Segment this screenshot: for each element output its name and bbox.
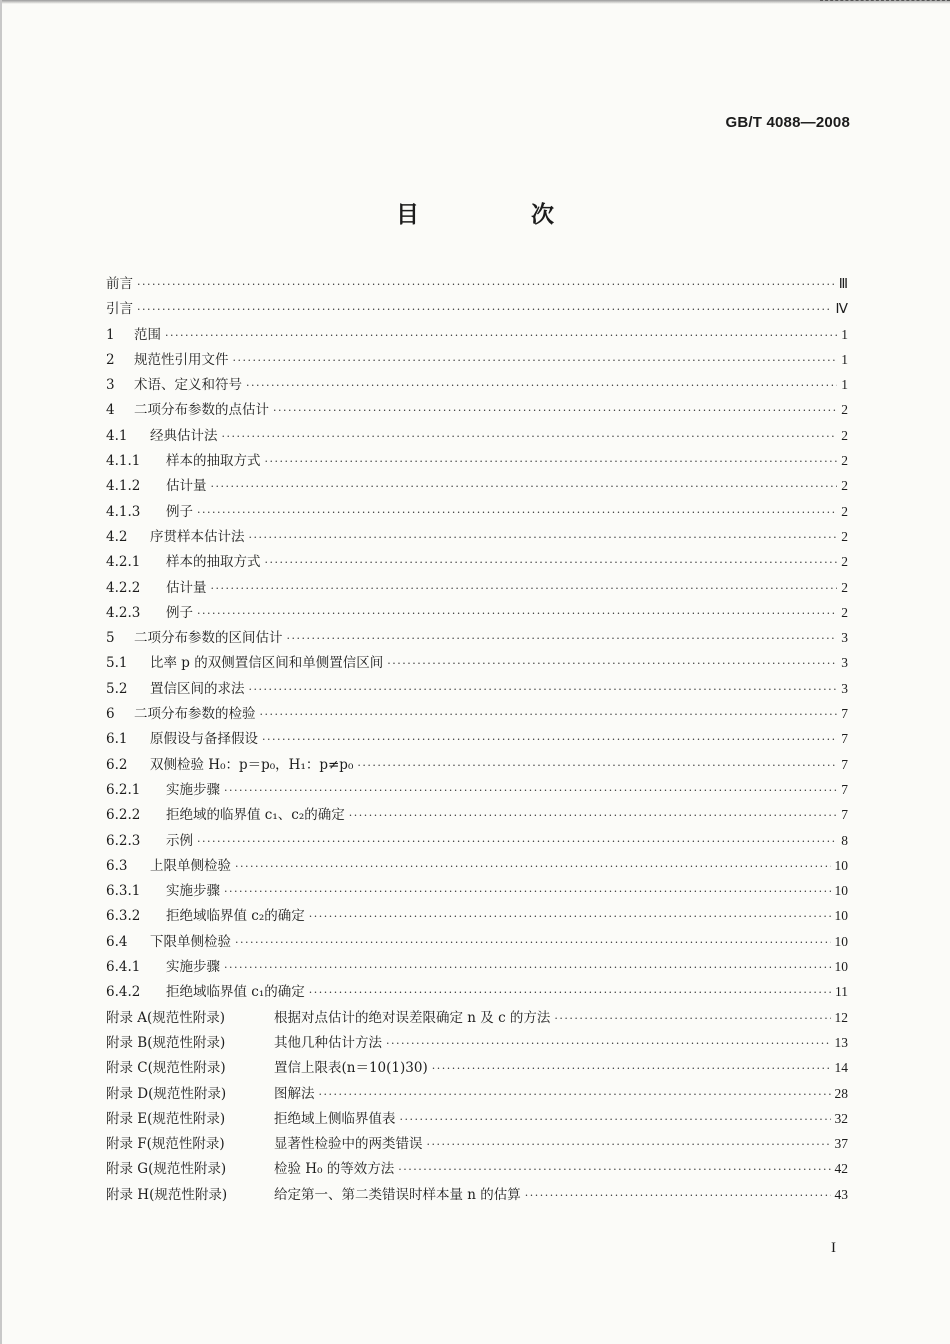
dot-leader bbox=[235, 936, 831, 949]
dot-leader bbox=[265, 556, 838, 569]
scan-edge bbox=[0, 0, 950, 4]
toc-entry-title: 根据对点估计的绝对误差限确定 n 及 c 的方法 bbox=[274, 1009, 551, 1026]
toc-entry-page: 2 bbox=[841, 478, 848, 494]
toc-entry-number: 6.2.2 bbox=[106, 807, 141, 824]
toc-entry-number: 6.4.2 bbox=[106, 984, 141, 1001]
toc-entry[interactable] bbox=[106, 803, 848, 828]
toc-entry-number: 附录 D(规范性附录) bbox=[106, 1085, 227, 1102]
toc-entry-page: 2 bbox=[841, 604, 848, 620]
toc-entry-page: 2 bbox=[841, 402, 848, 418]
dot-leader bbox=[309, 986, 831, 999]
toc-entry-number: 附录 A(规范性附录) bbox=[106, 1009, 226, 1026]
toc-entry-page: 7 bbox=[841, 731, 848, 747]
dot-leader bbox=[319, 1088, 831, 1101]
toc-entry-number: 5 bbox=[106, 630, 115, 647]
toc-entry-title: 范围 bbox=[134, 326, 161, 343]
toc-entry-title: 序贯样本估计法 bbox=[150, 528, 245, 545]
toc-entry-title: 术语、定义和符号 bbox=[134, 377, 242, 394]
toc-entry-page: 7 bbox=[841, 756, 848, 772]
toc-entry-number: 6.2.1 bbox=[106, 781, 141, 798]
toc-entry-number: 5.1 bbox=[106, 655, 128, 672]
scan-mark bbox=[820, 0, 950, 4]
toc-entry[interactable] bbox=[106, 550, 848, 575]
toc-entry-page: Ⅳ bbox=[835, 301, 848, 317]
toc-entry-page: 10 bbox=[834, 908, 848, 924]
toc-entry[interactable] bbox=[106, 348, 848, 373]
dot-leader bbox=[349, 809, 838, 822]
toc-entry[interactable] bbox=[106, 651, 848, 676]
toc-entry-number: 4.2.2 bbox=[106, 579, 141, 596]
toc-entry-title: 实施步骤 bbox=[166, 883, 220, 900]
toc-entry[interactable] bbox=[106, 449, 848, 474]
toc-entry[interactable] bbox=[106, 1157, 848, 1182]
toc-entry[interactable] bbox=[106, 525, 848, 550]
toc-entry-title: 拒绝域上侧临界值表 bbox=[274, 1110, 396, 1127]
page-title: 目 次 bbox=[395, 202, 606, 228]
toc-entry-number: 6.3 bbox=[106, 857, 128, 874]
toc-entry[interactable] bbox=[106, 753, 848, 778]
toc-entry-page: 3 bbox=[841, 630, 848, 646]
toc-entry-number: 附录 F(规范性附录) bbox=[106, 1136, 225, 1153]
toc-entry-title: 示例 bbox=[166, 832, 193, 849]
dot-leader bbox=[235, 860, 831, 873]
toc-entry-number: 6.3.1 bbox=[106, 883, 141, 900]
toc-entry-number: 4.2.3 bbox=[106, 604, 141, 621]
toc-entry-page: 3 bbox=[841, 680, 848, 696]
toc-entry[interactable] bbox=[106, 1056, 848, 1081]
toc-entry[interactable] bbox=[106, 980, 848, 1005]
toc-entry[interactable] bbox=[106, 272, 848, 297]
toc-entry-number: 附录 C(规范性附录) bbox=[106, 1060, 226, 1077]
toc-entry-title: 显著性检验中的两类错误 bbox=[274, 1136, 423, 1153]
dot-leader bbox=[262, 733, 837, 746]
toc-entry-page: 7 bbox=[841, 706, 848, 722]
toc-entry-page: 2 bbox=[841, 453, 848, 469]
dot-leader bbox=[398, 1163, 830, 1176]
toc-entry-title: 估计量 bbox=[166, 478, 207, 495]
toc-entry-number: 6 bbox=[106, 706, 115, 723]
toc-entry-page: 11 bbox=[835, 984, 848, 1000]
toc-entry[interactable] bbox=[106, 879, 848, 904]
standard-code: GB/T 4088—2008 bbox=[725, 114, 850, 131]
toc-entry-title: 实施步骤 bbox=[166, 959, 220, 976]
dot-leader bbox=[525, 1189, 831, 1202]
toc-entry-title: 样本的抽取方式 bbox=[166, 554, 261, 571]
toc-entry[interactable] bbox=[106, 702, 848, 727]
toc-entry-number: 6.1 bbox=[106, 731, 128, 748]
toc-entry[interactable] bbox=[106, 1006, 848, 1031]
dot-leader bbox=[233, 354, 838, 367]
dot-leader bbox=[224, 885, 831, 898]
toc-entry-page: 42 bbox=[834, 1161, 848, 1177]
toc-entry-title: 置信区间的求法 bbox=[150, 680, 245, 697]
dot-leader bbox=[357, 759, 837, 772]
toc-entry[interactable] bbox=[106, 930, 848, 955]
toc-entry[interactable] bbox=[106, 601, 848, 626]
dot-leader bbox=[224, 784, 837, 797]
dot-leader bbox=[427, 1138, 831, 1151]
toc-entry-page: 7 bbox=[841, 807, 848, 823]
toc-entry-title: 二项分布参数的点估计 bbox=[134, 402, 269, 419]
toc-entry-title: 上限单侧检验 bbox=[150, 857, 231, 874]
toc-entry-title: 拒绝域的临界值 c₁、c₂的确定 bbox=[166, 807, 345, 824]
dot-leader bbox=[211, 582, 838, 595]
toc-entry-title: 前言 bbox=[106, 276, 133, 292]
toc-entry[interactable] bbox=[106, 424, 848, 449]
toc-entry[interactable] bbox=[106, 373, 848, 398]
toc-entry-title: 双侧检验 H₀：p＝p₀，H₁：p≠p₀ bbox=[150, 756, 354, 773]
toc-entry[interactable] bbox=[106, 829, 848, 854]
toc-entry-number: 4.1 bbox=[106, 427, 128, 444]
toc-entry-page: 32 bbox=[834, 1110, 848, 1126]
dot-leader bbox=[246, 379, 837, 392]
toc-entry-number: 6.3.2 bbox=[106, 908, 141, 925]
dot-leader bbox=[273, 404, 837, 417]
toc-entry[interactable] bbox=[106, 677, 848, 702]
toc-entry-number: 4.1.1 bbox=[106, 453, 141, 470]
dot-leader bbox=[197, 506, 837, 519]
toc-entry-title: 实施步骤 bbox=[166, 781, 220, 798]
toc-entry-number: 4.1.3 bbox=[106, 503, 141, 520]
toc-entry[interactable] bbox=[106, 474, 848, 499]
toc-entry-number: 附录 E(规范性附录) bbox=[106, 1110, 226, 1127]
toc-entry-page: 10 bbox=[834, 959, 848, 975]
toc-entry[interactable] bbox=[106, 904, 848, 929]
toc-entry-page: 2 bbox=[841, 503, 848, 519]
toc-entry-page: 2 bbox=[841, 579, 848, 595]
toc-entry-page: 14 bbox=[834, 1060, 848, 1076]
dot-leader bbox=[197, 607, 837, 620]
toc-entry-number: 6.2.3 bbox=[106, 832, 141, 849]
toc-entry-title: 比率 p 的双侧置信区间和单侧置信区间 bbox=[150, 655, 384, 672]
toc-entry-page: 10 bbox=[834, 857, 848, 873]
dot-leader bbox=[249, 683, 838, 696]
toc-entry[interactable] bbox=[106, 576, 848, 601]
toc-entry[interactable] bbox=[106, 297, 848, 322]
toc-entry-title: 拒绝域临界值 c₂的确定 bbox=[166, 908, 305, 925]
toc-entry-page: 3 bbox=[841, 655, 848, 671]
toc-entry[interactable] bbox=[106, 727, 848, 752]
dot-leader bbox=[211, 480, 838, 493]
dot-leader bbox=[554, 1012, 830, 1025]
toc-entry-number: 5.2 bbox=[106, 680, 128, 697]
dot-leader bbox=[400, 1113, 831, 1126]
toc-entry-page: 12 bbox=[834, 1009, 848, 1025]
toc-entry[interactable] bbox=[106, 323, 848, 348]
toc-entry-page: 1 bbox=[841, 326, 848, 342]
dot-leader bbox=[137, 278, 835, 291]
table-of-contents bbox=[106, 272, 848, 1208]
toc-entry-number: 2 bbox=[106, 351, 115, 368]
toc-entry[interactable] bbox=[106, 1183, 848, 1208]
toc-entry-page: 7 bbox=[841, 781, 848, 797]
toc-entry-title: 规范性引用文件 bbox=[134, 351, 229, 368]
toc-entry-page: 1 bbox=[841, 377, 848, 393]
toc-entry-number: 4.2 bbox=[106, 528, 128, 545]
toc-entry-title: 给定第一、第二类错误时样本量 n 的估算 bbox=[274, 1186, 521, 1203]
toc-entry-title: 样本的抽取方式 bbox=[166, 453, 261, 470]
toc-entry-title: 图解法 bbox=[274, 1085, 315, 1102]
toc-entry[interactable] bbox=[106, 1082, 848, 1107]
toc-entry-title: 原假设与备择假设 bbox=[150, 731, 258, 748]
toc-entry-page: 13 bbox=[834, 1034, 848, 1050]
dot-leader bbox=[309, 910, 831, 923]
page-number: I bbox=[831, 1240, 836, 1256]
toc-entry[interactable] bbox=[106, 778, 848, 803]
dot-leader bbox=[249, 531, 838, 544]
dot-leader bbox=[165, 329, 837, 342]
toc-entry-number: 附录 B(规范性附录) bbox=[106, 1034, 226, 1051]
dot-leader bbox=[222, 430, 838, 443]
toc-entry-page: 8 bbox=[841, 832, 848, 848]
toc-entry-page: 28 bbox=[834, 1085, 848, 1101]
toc-entry-title: 例子 bbox=[166, 503, 193, 520]
dot-leader bbox=[386, 1037, 831, 1050]
toc-entry-title: 经典估计法 bbox=[150, 427, 218, 444]
toc-entry-number: 附录 H(规范性附录) bbox=[106, 1186, 228, 1203]
dot-leader bbox=[137, 303, 832, 316]
toc-entry-page: 10 bbox=[834, 883, 848, 899]
dot-leader bbox=[224, 961, 831, 974]
toc-entry-title: 例子 bbox=[166, 604, 193, 621]
toc-entry-page: 2 bbox=[841, 528, 848, 544]
toc-entry-number: 6.2 bbox=[106, 756, 128, 773]
toc-entry[interactable] bbox=[106, 500, 848, 525]
toc-entry-title: 估计量 bbox=[166, 579, 207, 596]
toc-entry-page: 43 bbox=[834, 1186, 848, 1202]
toc-entry-title: 下限单侧检验 bbox=[150, 933, 231, 950]
toc-entry-title: 其他几种估计方法 bbox=[274, 1034, 382, 1051]
toc-entry-page: 37 bbox=[834, 1136, 848, 1152]
toc-entry[interactable] bbox=[106, 1031, 848, 1056]
toc-entry[interactable] bbox=[106, 1107, 848, 1132]
toc-entry-page: 10 bbox=[834, 933, 848, 949]
toc-entry-page: Ⅲ bbox=[838, 276, 848, 291]
toc-entry-number: 1 bbox=[106, 326, 115, 343]
toc-entry-number: 6.4.1 bbox=[106, 959, 141, 976]
toc-entry-title: 拒绝域临界值 c₁的确定 bbox=[166, 984, 305, 1001]
dot-leader bbox=[387, 657, 837, 670]
toc-entry[interactable] bbox=[106, 955, 848, 980]
toc-entry-title: 二项分布参数的检验 bbox=[134, 706, 256, 723]
toc-entry[interactable] bbox=[106, 1132, 848, 1157]
toc-entry-number: 附录 G(规范性附录) bbox=[106, 1161, 227, 1178]
toc-entry-number: 4.2.1 bbox=[106, 554, 141, 571]
toc-entry-page: 2 bbox=[841, 554, 848, 570]
toc-entry-number: 6.4 bbox=[106, 933, 128, 950]
dot-leader bbox=[260, 708, 838, 721]
toc-entry-number: 3 bbox=[106, 377, 115, 394]
toc-entry[interactable] bbox=[106, 398, 848, 423]
dot-leader bbox=[287, 632, 838, 645]
dot-leader bbox=[197, 835, 837, 848]
toc-entry-page: 2 bbox=[841, 427, 848, 443]
dot-leader bbox=[432, 1062, 831, 1075]
toc-entry-title: 引言 bbox=[106, 301, 133, 318]
toc-entry-title: 二项分布参数的区间估计 bbox=[134, 630, 283, 647]
toc-entry-title: 检验 H₀ 的等效方法 bbox=[274, 1161, 395, 1178]
toc-entry-number: 4 bbox=[106, 402, 115, 419]
toc-entry[interactable] bbox=[106, 626, 848, 651]
toc-entry-number: 4.1.2 bbox=[106, 478, 141, 495]
toc-entry[interactable] bbox=[106, 854, 848, 879]
dot-leader bbox=[265, 455, 838, 468]
toc-entry-page: 1 bbox=[841, 351, 848, 367]
toc-entry-title: 置信上限表(n＝10(1)30) bbox=[274, 1060, 428, 1077]
